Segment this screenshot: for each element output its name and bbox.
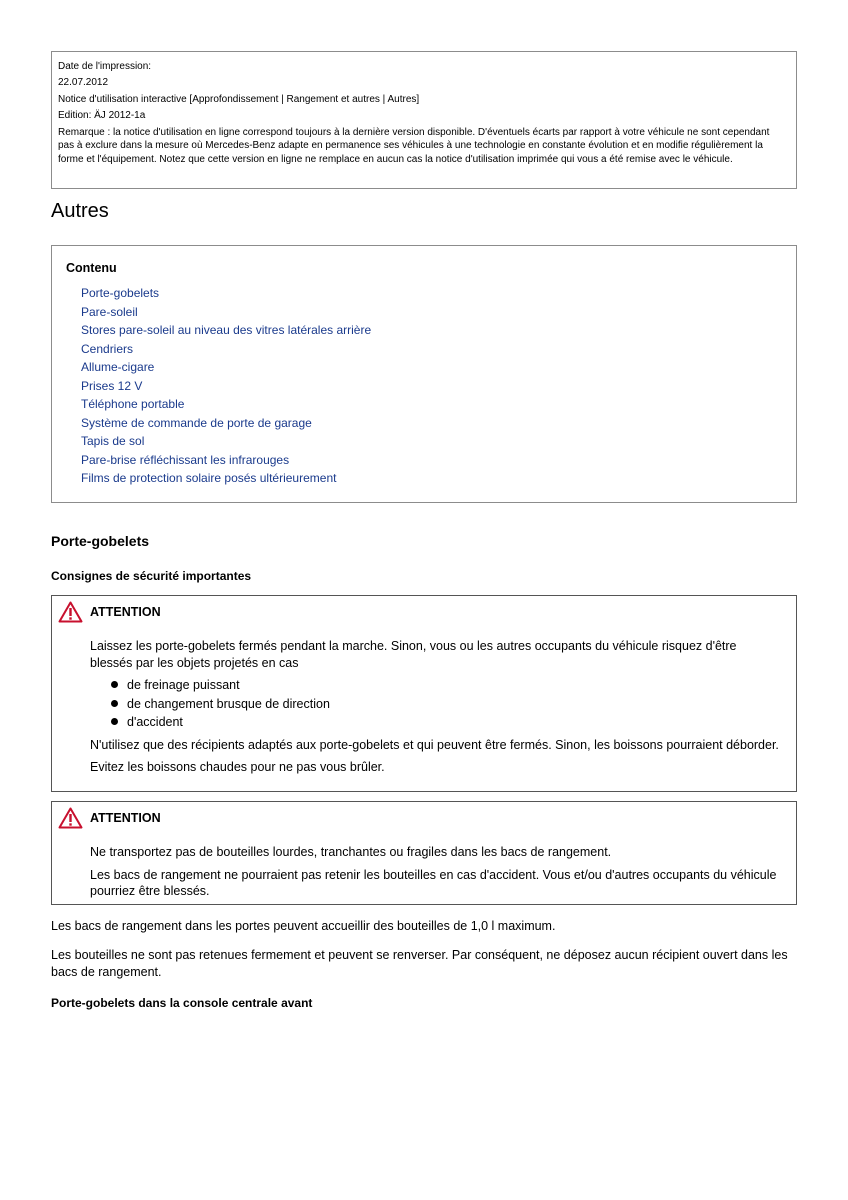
warning-box [51,595,797,792]
warning-text: Evitez les boissons chaudes pour ne pas vous brûler. [90,760,385,774]
section-title: Porte-gobelets [51,533,150,549]
toc-link-films-protection[interactable]: Films de protection solaire posés ultérieurement [81,471,337,485]
toc-item [81,323,371,342]
bullet-item: de freinage puissant [90,677,780,696]
warning-text: Ne transportez pas de bouteilles lourdes, tranchantes ou fragiles dans les bacs de rangement. [90,845,612,859]
edition: Edition: ÄJ 2012-1a [58,110,146,122]
warning-body [90,844,780,906]
toc-link-telephone-portable[interactable]: Téléphone portable [81,397,185,411]
notice-path: Notice d'utilisation interactive [Approfondissement | Rangement et autres | Autres] [58,93,420,105]
bullet-dot-icon [111,700,118,707]
toc-item [81,286,371,305]
warning-triangle-icon [58,807,83,829]
toc-link-pare-brise[interactable]: Pare-brise réfléchissant les infrarouges [81,452,290,467]
warning-body [90,638,780,782]
page-title: Autres [51,200,109,222]
print-date: 22.07.2012 [58,77,109,89]
toc-item [81,453,371,472]
toc-item [81,397,371,416]
toc-link-cendriers[interactable]: Cendriers [81,341,134,356]
bullet-item: de changement brusque de direction [90,696,780,715]
table-of-contents [51,245,797,503]
subsection-title: Porte-gobelets dans la console centrale avant [51,996,313,1010]
warning-label: ATTENTION [90,811,161,825]
bullet-dot-icon [111,718,118,725]
warning-intro: Laissez les porte-gobelets fermés pendant la marche. Sinon, vous ou les autres occupants du véhicule risquez d'être blessés par les objets projetés en cas [90,639,737,670]
warning-box [51,801,797,905]
toc-item [81,434,371,453]
toc-link-prises-12v[interactable]: Prises 12 V [81,378,143,393]
warning-label: ATTENTION [90,605,161,619]
toc-item [81,360,371,379]
print-date-label: Date de l'impression: [58,61,152,72]
bullet-item: d'accident [90,714,780,733]
toc-link-pare-soleil[interactable]: Pare-soleil [81,304,138,319]
warning-triangle-icon [58,601,83,623]
toc-link-porte-de-garage[interactable]: Système de commande de porte de garage [81,415,312,430]
remark-text: Remarque : la notice d'utilisation en ligne correspond toujours à la dernière version disponible. D'éventuels écarts par rapport à votre véhicule ne sont cependant pas à exclure dans la mesure où Mercedes-Benz adapte en permanence ses véhicules à une technologie en constante évolution et en modifie régulièrement la forme et l'équipement. Notez que cette version en ligne ne remplace en aucun cas la notice d'utilisation imprimée qui vous a été remise avec le véhicule. [58,126,770,165]
toc-link-allume-cigare[interactable]: Allume-cigare [81,360,155,374]
toc-link-porte-gobelets[interactable]: Porte-gobelets [81,286,160,300]
toc-item [81,379,371,398]
toc-item [81,416,371,435]
print-info-box [51,51,797,189]
toc-item [81,342,371,361]
body-paragraph: Les bacs de rangement dans les portes peuvent accueillir des bouteilles de 1,0 l maximum. [51,919,556,933]
toc-link-tapis-de-sol[interactable]: Tapis de sol [81,434,145,448]
warning-text: Les bacs de rangement ne pourraient pas retenir les bouteilles en cas d'accident. Vous et/ou d'autres occupants du véhicule pourriez être blessés. [90,867,777,898]
bullet-dot-icon [111,681,118,688]
warning-text: N'utilisez que des récipients adaptés aux porte-gobelets et qui peuvent être fermés. Sinon, les boissons pourraient déborder. [90,737,779,752]
toc-link-stores-pare-soleil[interactable]: Stores pare-soleil au niveau des vitres latérales arrière [81,323,372,337]
body-paragraph: Les bouteilles ne sont pas retenues fermement et peuvent se renverser. Par conséquent, ne déposez aucun récipient ouvert dans les bacs de rangement. [51,948,788,979]
warning-bullets [90,677,780,733]
subsection-title: Consignes de sécurité importantes [51,569,252,583]
toc-item [81,471,371,490]
toc-title: Contenu [66,261,117,275]
toc-list [81,286,371,490]
toc-item [81,305,371,324]
